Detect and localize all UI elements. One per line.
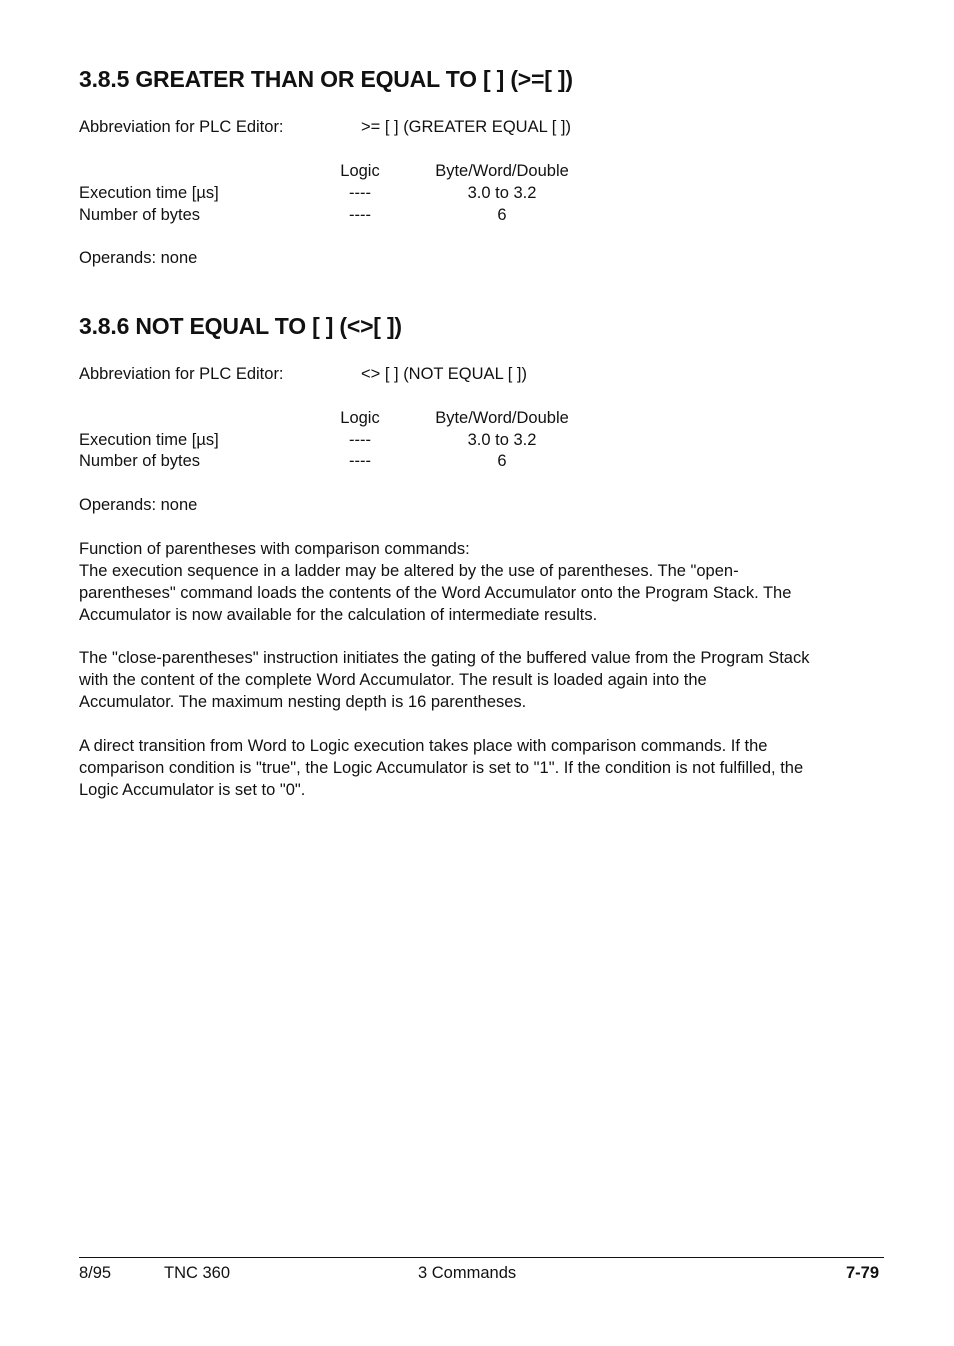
footer-page-number: 7-79: [845, 1264, 879, 1282]
col-header-logic: Logic: [340, 162, 380, 180]
paragraph-line: The "close-parentheses" instruction initiates the gating of the buffered value from the Program Stack: [79, 649, 810, 667]
abbrev-label: Abbreviation for PLC Editor:: [79, 365, 284, 383]
row-label: Number of bytes: [79, 206, 201, 224]
col-header-bwd: Byte/Word/Double: [435, 162, 569, 180]
operands-text: Operands: none: [79, 249, 198, 267]
row-bwd: 3.0 to 3.2: [467, 431, 537, 449]
row-label: Number of bytes: [79, 452, 201, 470]
paragraph-line: Accumulator is now available for the calculation of intermediate results.: [79, 606, 598, 624]
section-heading-3-8-6: 3.8.6 NOT EQUAL TO [ ] (<>[ ]): [79, 313, 402, 339]
paragraph-parentheses: [79, 538, 884, 626]
row-bwd: 6: [497, 452, 507, 470]
col-header-logic: Logic: [340, 409, 380, 427]
operands-text: Operands: none: [79, 496, 198, 514]
paragraph-line: Accumulator. The maximum nesting depth is 16 parentheses.: [79, 693, 527, 711]
paragraph-line: The execution sequence in a ladder may be altered by the use of parentheses. The "open-: [79, 562, 739, 580]
footer-chapter: 3 Commands: [418, 1264, 517, 1282]
row-label: Execution time [µs]: [79, 431, 219, 449]
paragraph-line: A direct transition from Word to Logic execution takes place with comparison commands. If the: [79, 737, 768, 755]
row-logic: ----: [349, 206, 371, 224]
row-bwd: 3.0 to 3.2: [467, 184, 537, 202]
row-label: Execution time [µs]: [79, 184, 219, 202]
paragraph-word-to-logic: [79, 735, 884, 801]
row-logic: ----: [349, 452, 371, 470]
row-logic: ----: [349, 431, 371, 449]
paragraph-line: Logic Accumulator is set to "0".: [79, 781, 306, 799]
abbrev-label: Abbreviation for PLC Editor:: [79, 118, 284, 136]
paragraph-line: with the content of the complete Word Accumulator. The result is loaded again into the: [79, 671, 707, 689]
footer-divider: [79, 1257, 884, 1258]
paragraph-close-parentheses: [79, 647, 884, 713]
abbrev-value: <> [ ] (NOT EQUAL [ ]): [361, 365, 527, 383]
footer-date: 8/95: [79, 1264, 112, 1282]
paragraph-line: comparison condition is "true", the Logic Accumulator is set to "1". If the condition is not fulfilled, the: [79, 759, 804, 777]
col-header-bwd: Byte/Word/Double: [435, 409, 569, 427]
row-logic: ----: [349, 184, 371, 202]
paragraph-line: parentheses" command loads the contents of the Word Accumulator onto the Program Stack. The: [79, 584, 792, 602]
row-bwd: 6: [497, 206, 507, 224]
section-heading-3-8-5: 3.8.5 GREATER THAN OR EQUAL TO [ ] (>=[ ]): [79, 66, 573, 92]
paragraph-line: Function of parentheses with comparison commands:: [79, 540, 470, 558]
footer-product: TNC 360: [164, 1264, 231, 1282]
abbrev-value: >= [ ] (GREATER EQUAL [ ]): [361, 118, 571, 136]
